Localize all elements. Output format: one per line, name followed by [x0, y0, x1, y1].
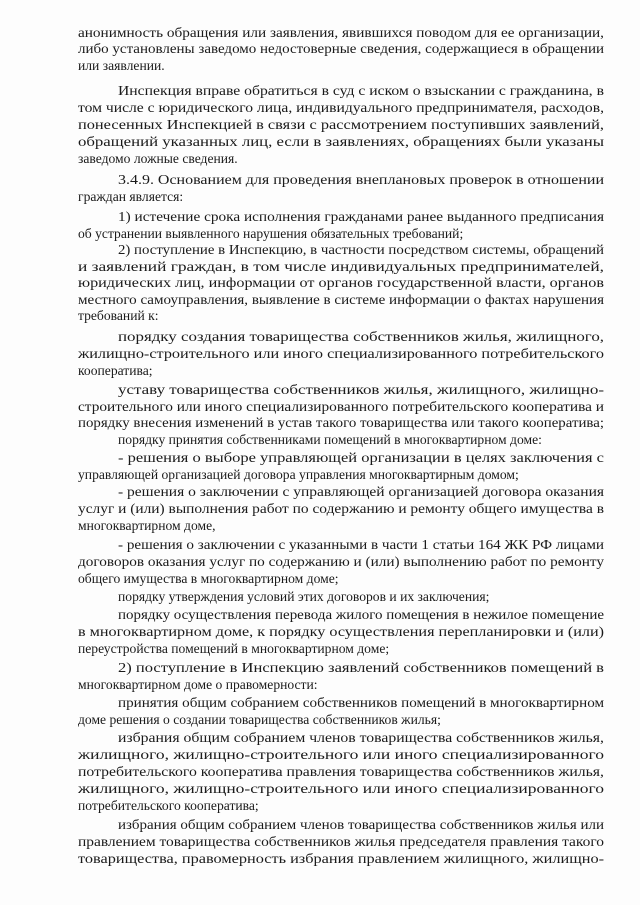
text-line: обращений указанных лиц, если в заявлениях, обращениях были указаны: [78, 134, 605, 149]
text-line: порядку внесения изменений в устав такого товарищества или такого кооператива;: [78, 415, 604, 430]
text-line: кооператива;: [78, 363, 153, 378]
text-line: правлением товарищества собственников жилья председателя правления такого: [78, 834, 605, 849]
text-line: жилищно-строительного или иного специализированного потребительского: [78, 346, 605, 361]
text-line: об устранении выявленного нарушения обязательных требований;: [78, 226, 464, 241]
text-line: жилищного, жилищно-строительного или иного специализированного: [78, 747, 605, 762]
text-line: и заявлений граждан, в том числе индивидуальных предпринимателей,: [78, 259, 605, 274]
text-line: Инспекция вправе обратиться в суд с иском о взыскании с гражданина, в: [118, 83, 605, 98]
text-line: понесенных Инспекцией в связи с рассмотрением поступивших заявлений,: [78, 117, 605, 132]
text-line: в многоквартирном доме, к порядку осуществления перепланировки и (или): [78, 624, 604, 639]
text-line: управляющей организацией договора управления многоквартирным домом;: [78, 467, 519, 482]
text-line: 2) поступление в Инспекцию, в частности посредством системы, обращений: [118, 242, 604, 257]
text-line: жилищного, жилищно-строительного или иного специализированного: [78, 781, 605, 796]
text-line: 3.4.9. Основанием для проведения внеплановых проверок в отношении: [118, 172, 604, 187]
text-line: либо установлены заведомо недостоверные сведения, содержащиеся в обращении: [78, 41, 604, 56]
text-line: товарищества, правомерность избрания правлением жилищного, жилищно-: [78, 851, 605, 866]
text-line: порядку принятия собственниками помещений в многоквартирном доме:: [118, 432, 542, 447]
text-line: порядку осуществления перевода жилого помещения в нежилое помещение: [118, 607, 605, 622]
text-line: избрания общим собранием членов товарищества собственников жилья или: [118, 817, 605, 832]
text-line: переустройства помещений в многоквартирном доме;: [78, 641, 390, 656]
text-line: уставу товарищества собственников жилья, жилищного, жилищно-: [118, 382, 604, 397]
text-line: многоквартирном доме,: [78, 518, 216, 533]
text-line: договоров оказания услуг по содержанию и (или) выполнению работ по ремонту: [78, 554, 605, 569]
text-line: многоквартирном доме о правомерности:: [78, 677, 318, 692]
text-line: избрания общим собранием членов товарищества собственников жилья,: [118, 730, 604, 745]
text-line: услуг и (или) выполнения работ по содержанию и ремонту общего имущества в: [78, 501, 604, 516]
text-line: принятия общим собранием собственников помещений в многоквартирном: [118, 695, 605, 710]
text-line: граждан является:: [78, 189, 184, 204]
text-line: общего имущества в многоквартирном доме;: [78, 571, 339, 586]
text-line: порядку создания товарищества собственников жилья, жилищного,: [118, 329, 604, 344]
text-line: или заявлении.: [78, 58, 165, 73]
text-line: - решения о заключении с управляющей организацией договора оказания: [118, 484, 605, 499]
text-line: том числе с юридического лица, индивидуального предпринимателя, расходов,: [78, 100, 605, 115]
text-line: - решения о заключении с указанными в части 1 статьи 164 ЖК РФ лицами: [118, 537, 605, 552]
text-line: требований к:: [78, 308, 159, 323]
text-line: 2) поступление в Инспекцию заявлений собственников помещений в: [118, 660, 604, 675]
text-line: потребительского кооператива правления товарищества собственников жилья,: [78, 764, 604, 779]
text-line: заведомо ложные сведения.: [78, 151, 238, 166]
text-line: потребительского кооператива;: [78, 798, 259, 813]
text-line: анонимность обращения или заявления, явившихся поводом для ее организации,: [78, 25, 605, 40]
text-line: - решения о выборе управляющей организации в целях заключения с: [118, 450, 605, 465]
text-line: доме решения о создании товарищества собственников жилья;: [78, 712, 441, 727]
text-line: местного самоуправления, выявление в системе информации о фактах нарушения: [78, 292, 605, 307]
text-line: 1) истечение срока исполнения гражданами ранее выданного предписания: [118, 209, 605, 224]
text-line: порядку утверждения условий этих договоров и их заключения;: [118, 589, 490, 604]
text-line: строительного или иного специализированного потребительского кооператива и: [78, 399, 605, 414]
text-line: юридических лиц, информации от органов государственной власти, органов: [78, 275, 604, 290]
